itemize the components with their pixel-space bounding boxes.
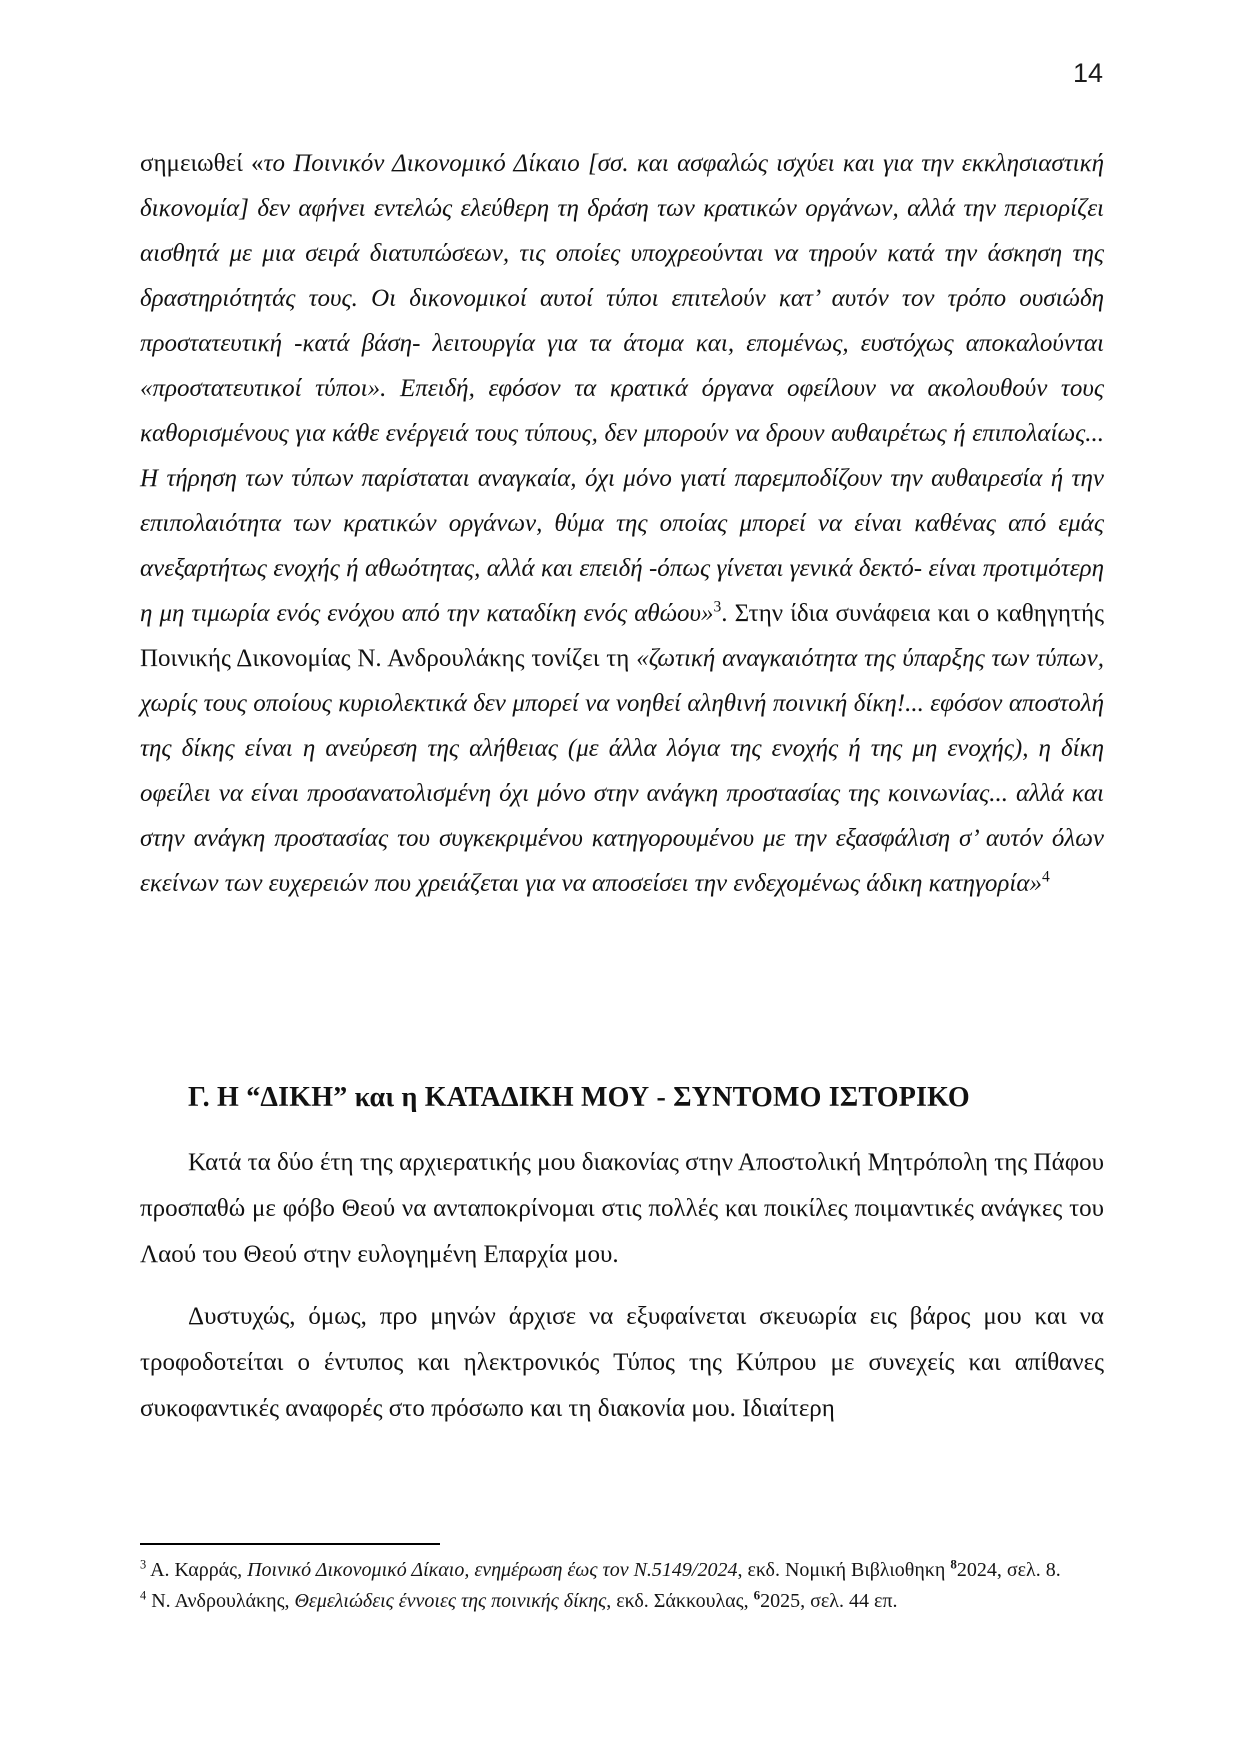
footnote-4-edition-number: 6 — [753, 1587, 761, 1603]
section-c — [140, 1082, 1104, 1432]
section-heading: Γ. Η “ΔΙΚΗ” και η ΚΑΤΑΔΙΚΗ ΜΟΥ - ΣΥΝΤΟΜΟ ΙΣΤΟΡΙΚΟ — [188, 1082, 970, 1113]
footnote-3-marker: 3 — [140, 1557, 147, 1572]
footnotes-area — [140, 1543, 1104, 1617]
footnote-3-tail: 2024, σελ. 8. — [956, 1559, 1061, 1581]
footnote-3-title: Ποινικό Δικονομικό Δίκαιο, ενημέρωση έως τον Ν.5149/2024 — [247, 1559, 738, 1581]
footnote-4-title: Θεμελιώδεις έννοιες της ποινικής δίκης — [294, 1590, 607, 1612]
quote-paragraph — [140, 141, 1104, 906]
section-paragraph-2: Δυστυχώς, όμως, προ μηνών άρχισε να εξυφαίνεται σκευωρία εις βάρος μου και να τροφοδοτείται ο έντυπος και ηλεκτρονικός Τύπος της Κύπρου με συνεχείς και απίθανες συκοφαντικές αναφορές στο πρόσωπο και τη διακονία μου. Ιδιαίτερη — [140, 1303, 1104, 1422]
footnote-4 — [140, 1586, 1104, 1617]
footnote-4-marker: 4 — [140, 1588, 147, 1603]
quoted-passage-1: το Ποινικόν Δικονομικό Δίκαιο [σσ. και ασφαλώς ισχύει και για την εκκλησιαστική δικονομία] δεν αφήνει εντελώς ελεύθερη τη δράση των κρατικών οργάνων, αλλά την περιορίζει αισθητά με μια σειρά διατυπώσεων, τις οποίες υποχρεούνται να τηρούν κατά την άσκηση της δραστηριότητάς τους. Οι δικονομικοί αυτοί τύποι επιτελούν κατ’ αυτόν τον τρόπο ουσιώδη προστατευτική -κατά βάση- λειτουργία για τα άτομα και, επομένως, ευστόχως αποκαλούνται «προστατευτικοί τύποι». Επειδή, εφόσον τα κρατικά όργανα οφείλουν να ακολουθούν τους καθορισμένους για κάθε ενέργειά τους τύπους, δεν μπορούν να δρουν αυθαιρέτως ή επιπολαίως... Η τήρηση των τύπων παρίσταται αναγκαία, όχι μόνο γιατί παρεμποδίζουν την αυθαιρεσία ή την επιπολαιότητα των κρατικών οργάνων, θύμα της οποίας μπορεί να είναι καθένας από εμάς ανεξαρτήτως ενοχής ή αθωότητας, αλλά και επειδή -όπως γίνεται γενικά δεκτό- είναι προτιμότερη η μη τιμωρία ενός ενόχου από την καταδίκη ενός αθώου» — [140, 150, 1104, 627]
quote-lead-text: σημειωθεί « — [140, 150, 264, 177]
footnote-4-authors: Ν. Ανδρουλάκης, — [146, 1590, 295, 1612]
footnote-4-publisher: , εκδ. Σάκκουλας, — [606, 1590, 754, 1612]
footnote-3-publisher: , εκδ. Νομική Βιβλιοθηκη — [737, 1559, 951, 1581]
footnote-separator-line — [140, 1543, 440, 1545]
footnote-3-authors: Α. Καρράς, — [146, 1559, 248, 1581]
section-paragraph-1: Κατά τα δύο έτη της αρχιερατικής μου διακονίας στην Αποστολική Μητρόπολη της Πάφου προσπαθώ με φόβο Θεού να ανταποκρίνομαι στις πολλές και ποικίλες ποιμαντικές ανάγκες του Λαού του Θεού στην ευλογημένη Επαρχία μου. — [140, 1149, 1104, 1268]
quoted-passage-2: «ζωτική αναγκαιότητα της ύπαρξης των τύπων, χωρίς τους οποίους κυριολεκτικά δεν μπορεί να νοηθεί αληθινή ποινική δίκη!... εφόσον αποστολή της δίκης είναι η ανεύρεση της αλήθειας (με άλλα λόγια της ενοχής ή της μη ενοχής), η δίκη οφείλει να είναι προσανατολισμένη όχι μόνο στην ανάγκη προστασίας της κοινωνίας... αλλά και στην ανάγκη προστασίας του συγκεκριμένου κατηγορουμένου με την εξασφάλιση σ’ αυτόν όλων εκείνων των ευχερειών που χρειάζεται για να αποσείσει την ενδεχομένως άδικη κατηγορία» — [140, 645, 1104, 897]
footnote-3-edition-number: 8 — [950, 1556, 957, 1572]
footnote-3 — [140, 1555, 1104, 1586]
footnote-4-tail: 2025, σελ. 44 επ. — [760, 1590, 898, 1612]
footnote-reference-3: 3 — [713, 598, 722, 616]
bridge-text: . Στην ίδια συνάφεια και ο καθηγητής Ποινικής Δικονομίας Ν. Ανδρουλάκης τονίζει τη — [140, 600, 1104, 672]
page-number: 14 — [1072, 58, 1103, 88]
footnote-reference-4: 4 — [1042, 868, 1050, 886]
